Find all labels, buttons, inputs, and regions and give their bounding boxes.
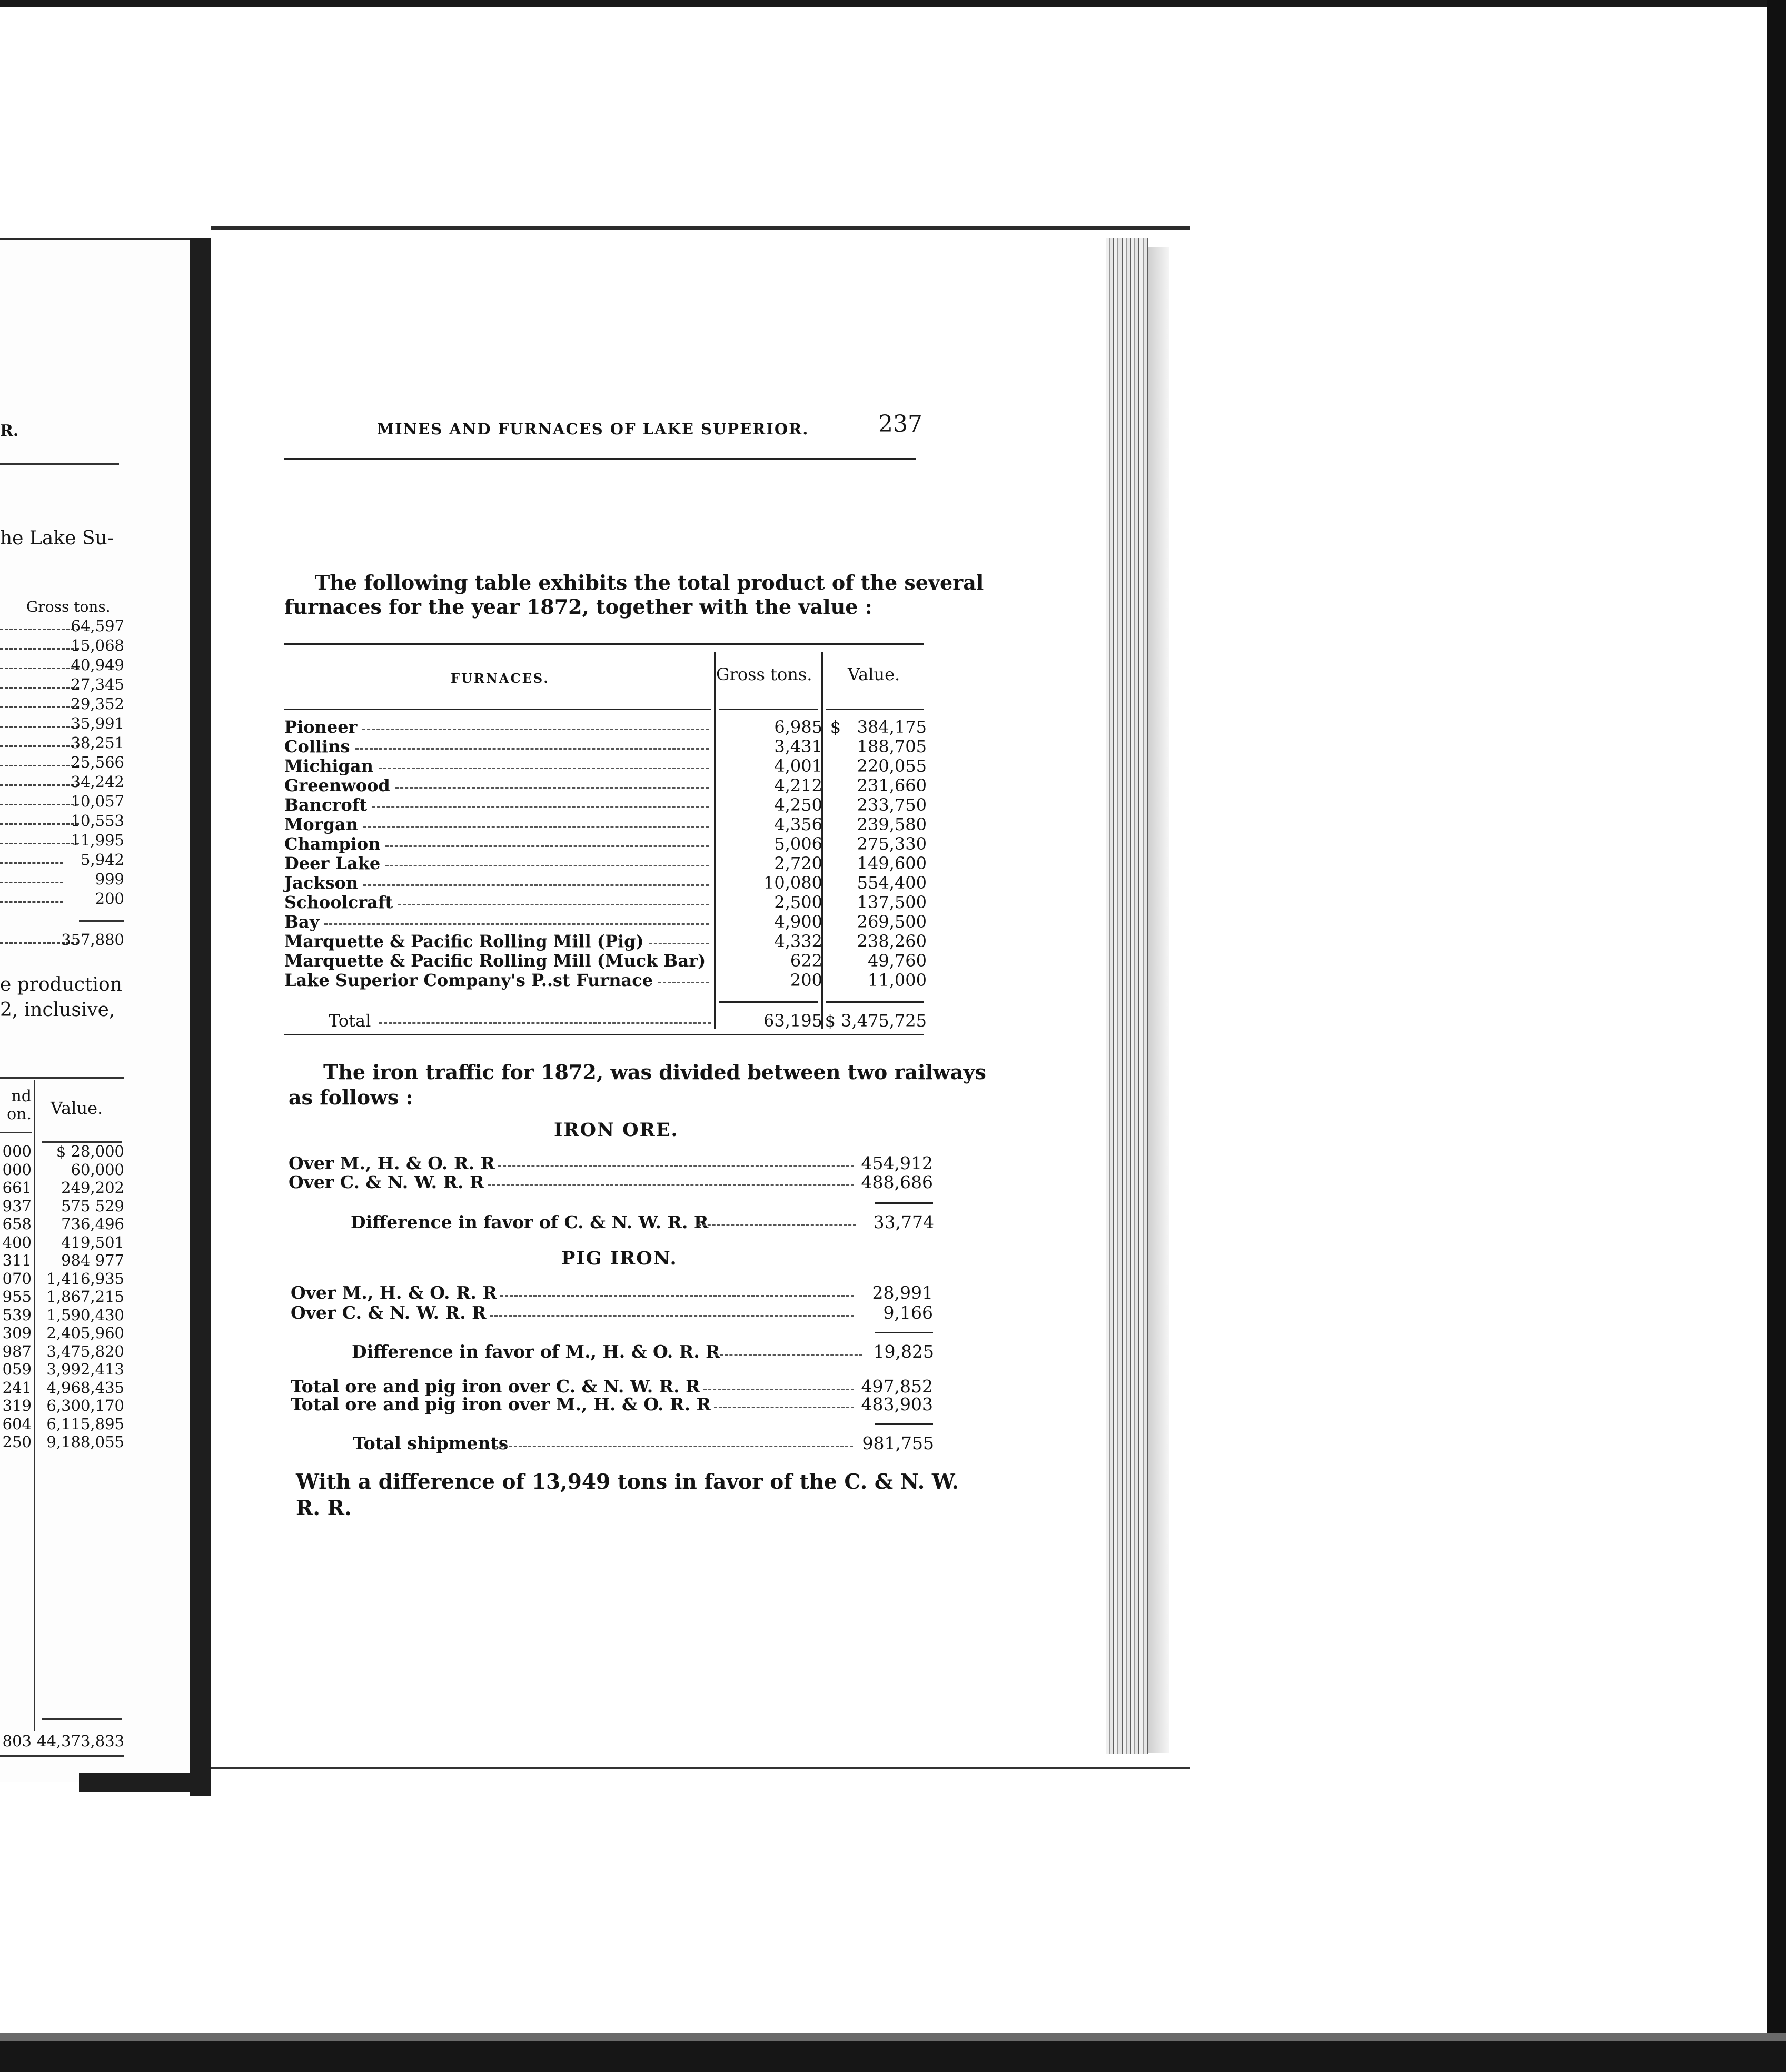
table-cell-col1: 658 — [2, 1215, 32, 1233]
table-cell-value: 984 977 — [61, 1251, 124, 1269]
furnace-name: Pioneer — [284, 717, 358, 737]
leader-dots — [715, 1354, 862, 1356]
left-table2-col1-header: nd on. — [7, 1087, 32, 1123]
furnace-tons: 622 — [790, 951, 822, 971]
left-running-head: R. — [0, 422, 19, 440]
furnace-name: Morgan — [284, 814, 358, 834]
furnace-value: 137,500 — [857, 892, 927, 912]
table-cell-col1: 987 — [2, 1342, 32, 1360]
page-edges-shadow — [1148, 247, 1169, 1753]
table-row — [284, 775, 927, 794]
furnace-name: Jackson — [284, 873, 359, 893]
leader-dots — [658, 982, 709, 983]
table-row — [284, 970, 927, 989]
traffic-intro-line-2: as follows : — [289, 1085, 413, 1109]
pig-iron-heading: PIG IRON. — [561, 1248, 678, 1269]
furnace-name: Greenwood — [284, 775, 390, 795]
leader-dots — [500, 1295, 854, 1297]
furnace-tons: 10,080 — [763, 873, 822, 893]
table-cell-col1: 955 — [2, 1288, 32, 1306]
leader-dots — [0, 753, 79, 766]
traffic-label: Over C. & N. W. R. R — [291, 1302, 487, 1323]
leader-dots — [703, 1389, 854, 1390]
table-cell-col1: 400 — [2, 1233, 32, 1251]
furnace-tons: 4,332 — [774, 931, 822, 951]
traffic-amount: 497,852 — [861, 1376, 933, 1397]
table-head-rule-a — [284, 709, 711, 710]
table-cell-col1: 070 — [2, 1269, 32, 1288]
furnace-value: 231,660 — [857, 775, 927, 795]
table-cell-value: 1,590,430 — [46, 1306, 124, 1324]
intro-line-1: The following table exhibits the total product of the several — [315, 571, 984, 594]
table-cell-value: 3,475,820 — [46, 1342, 124, 1360]
leader-dots — [0, 870, 63, 883]
leader-dots — [385, 865, 709, 866]
left-table2-total-value: 44,373,833 — [37, 1732, 125, 1750]
table-cell-col1: 241 — [2, 1378, 32, 1397]
table-row — [284, 717, 927, 736]
gross-tons-value: 10,057 — [71, 792, 124, 810]
table-sum-rule-b — [826, 1001, 924, 1003]
leader-dots — [698, 1224, 856, 1226]
left-gross-tons-list — [0, 617, 124, 912]
table-cell-col1: 539 — [2, 1306, 32, 1324]
gross-tons-value: 38,251 — [71, 734, 124, 752]
table-cell-col1: 937 — [2, 1197, 32, 1215]
table-cell-value: 60,000 — [71, 1160, 124, 1179]
furnace-tons: 5,006 — [774, 834, 822, 854]
header-gross-tons: Gross tons. — [716, 664, 812, 684]
traffic-row — [291, 1394, 933, 1414]
table-cell-col1: 661 — [2, 1179, 32, 1197]
table-cell-col1: 319 — [2, 1397, 32, 1414]
table-row — [284, 814, 927, 833]
table-cell-value: 9,188,055 — [46, 1433, 124, 1451]
table-cell-value: 419,501 — [61, 1233, 124, 1251]
book-spine-foot — [79, 1773, 211, 1792]
gross-tons-value: 10,553 — [71, 812, 124, 830]
leader-dots — [488, 1184, 855, 1186]
leader-dots — [649, 943, 709, 944]
leader-dots — [362, 729, 709, 730]
leader-dots — [363, 826, 709, 828]
table-cell-col1: 311 — [2, 1251, 32, 1269]
table-row — [284, 834, 927, 853]
leader-dots — [363, 884, 709, 886]
table-row — [284, 912, 927, 931]
table-cell-col1: 309 — [2, 1324, 32, 1342]
furnace-value: 149,600 — [857, 853, 927, 873]
furnace-value: 233,750 — [857, 795, 927, 815]
furnace-value: 554,400 — [857, 873, 927, 893]
left-para2-line2: 2, inclusive, — [0, 999, 115, 1021]
traffic-amount: 9,166 — [883, 1302, 933, 1323]
leader-dots — [714, 1407, 854, 1408]
intro-line-2: furnaces for the year 1872, together with the value : — [284, 595, 872, 619]
traffic-amount: 488,686 — [861, 1172, 933, 1192]
leader-dots — [395, 787, 709, 789]
header-furnaces: FURNACES. — [451, 671, 550, 686]
gross-tons-value: 200 — [95, 890, 124, 908]
scan-bottom-shadow — [0, 2033, 1786, 2041]
left-table2-bottom-rule — [0, 1755, 124, 1757]
furnace-name: Deer Lake — [284, 853, 381, 873]
leader-dots — [0, 734, 79, 747]
furnace-tons: 2,720 — [774, 853, 822, 873]
table-cell-value: 2,405,960 — [46, 1324, 124, 1342]
traffic-row — [289, 1153, 933, 1173]
furnace-tons: 4,250 — [774, 795, 822, 815]
furnace-tons: 3,431 — [774, 736, 822, 756]
page-edges — [1106, 238, 1148, 1754]
traffic-label: Over M., H. & O. R. R — [289, 1153, 495, 1173]
furnace-value: $ 384,175 — [830, 717, 927, 737]
left-table2-top-rule — [0, 1077, 124, 1079]
furnace-value: 275,330 — [857, 834, 927, 854]
table-row — [284, 756, 927, 775]
left-para2-line1: e production — [0, 974, 122, 995]
left-page — [0, 240, 200, 1782]
left-intro-fragment: he Lake Su- — [0, 527, 114, 549]
furnace-name: Bay — [284, 912, 320, 932]
furnace-name: Champion — [284, 834, 381, 854]
table-cell-col1: 059 — [2, 1360, 32, 1378]
traffic-label: Over M., H. & O. R. R — [291, 1282, 497, 1303]
table-row — [284, 931, 927, 950]
leader-dots — [0, 675, 79, 689]
furnace-tons: 2,500 — [774, 892, 822, 912]
leader-dots — [0, 851, 63, 864]
traffic-amount: 483,903 — [861, 1394, 933, 1414]
table-cell-value: 4,968,435 — [46, 1378, 124, 1397]
table-cell-col1: 250 — [2, 1433, 32, 1451]
table-cell-value: 1,416,935 — [46, 1269, 124, 1288]
left-head-rule — [0, 463, 119, 465]
leader-dots — [0, 831, 79, 844]
pig-iron-difference-label: Difference in favor of M., H. & O. R. R — [352, 1341, 720, 1362]
furnace-name: Michigan — [284, 756, 373, 776]
leader-dots — [372, 806, 709, 808]
leader-dots — [0, 792, 79, 805]
table-total-row — [284, 1011, 927, 1030]
header-rule — [284, 458, 916, 460]
total-value: $ 3,475,725 — [825, 1011, 927, 1031]
leader-dots — [355, 748, 709, 750]
gross-tons-value: 27,345 — [71, 675, 124, 693]
pig-iron-difference-row — [352, 1341, 934, 1361]
furnace-value: 220,055 — [857, 756, 927, 776]
gross-tons-value: 34,242 — [71, 773, 124, 791]
furnace-name: Bancroft — [284, 795, 368, 815]
leader-dots — [0, 636, 79, 650]
table-cell-value: 1,867,215 — [46, 1288, 124, 1306]
table-cell-value: 575 529 — [61, 1197, 124, 1215]
gross-tons-value: 35,991 — [71, 714, 124, 732]
leader-dots — [490, 1315, 855, 1317]
furnace-name: Schoolcraft — [284, 892, 393, 912]
gross-tons-value: 5,942 — [80, 851, 124, 869]
traffic-amount: 454,912 — [861, 1153, 933, 1173]
table-cell-value: 6,300,170 — [46, 1397, 124, 1414]
table-cell-value: $ 28,000 — [56, 1142, 124, 1160]
gross-tons-value: 999 — [95, 870, 124, 888]
table-sum-rule-a — [719, 1001, 818, 1003]
scan-right-border — [1767, 0, 1786, 2072]
leader-dots — [0, 714, 79, 728]
left-table2-body — [0, 1142, 124, 1721]
furnace-name: Collins — [284, 736, 350, 756]
gross-tons-value: 15,068 — [71, 636, 124, 654]
table-row — [284, 736, 927, 755]
left-table2-value-header: Value. — [51, 1098, 103, 1118]
furnace-value: 188,705 — [857, 736, 927, 756]
scan-top-border — [0, 0, 1786, 7]
furnace-tons: 4,356 — [774, 814, 822, 834]
table-cell-value: 736,496 — [61, 1215, 124, 1233]
gross-tons-value: 25,566 — [71, 753, 124, 771]
traffic-row — [291, 1282, 933, 1302]
left-gross-total-value: 357,880 — [61, 931, 124, 949]
total-shipments-row — [353, 1433, 934, 1453]
leader-dots — [0, 617, 79, 630]
left-table2-total-col1: 803 — [2, 1732, 32, 1750]
furnace-value: 11,000 — [868, 970, 927, 990]
total-tons: 63,195 — [763, 1011, 822, 1031]
left-gross-tons-header: Gross tons. — [26, 598, 111, 615]
leader-dots — [379, 768, 709, 769]
traffic-label: Total ore and pig iron over C. & N. W. R. R — [291, 1376, 700, 1397]
table-cell-value: 249,202 — [61, 1179, 124, 1197]
furnace-name: Lake Superior Company's P..st Furnace — [284, 970, 653, 990]
pig-iron-difference-amount: 19,825 — [873, 1341, 934, 1362]
gross-tons-value: 11,995 — [71, 831, 124, 849]
book-spine — [190, 238, 211, 1796]
table-row — [284, 853, 927, 872]
table-cell-col1: 000 — [2, 1160, 32, 1179]
furnace-name: Marquette & Pacific Rolling Mill (Pig) — [284, 931, 644, 951]
furnace-value: 238,260 — [857, 931, 927, 951]
closing-line-1: With a difference of 13,949 tons in favor of the C. & N. W. — [296, 1470, 959, 1494]
running-head: MINES AND FURNACES OF LAKE SUPERIOR. — [377, 420, 809, 438]
leader-dots — [498, 1166, 854, 1167]
table-cell-value: 3,992,413 — [46, 1360, 124, 1378]
leader-dots — [324, 923, 709, 925]
leader-dots — [0, 695, 79, 708]
iron-ore-sum-rule — [875, 1202, 933, 1204]
table-cell-value: 6,115,895 — [46, 1414, 124, 1433]
table-cell-col1: 604 — [2, 1414, 32, 1433]
left-table2-head-rule-a — [0, 1132, 32, 1133]
furnace-tons: 6,985 — [774, 717, 822, 737]
total-shipments-label: Total shipments — [353, 1433, 509, 1453]
table-cell-col1: 000 — [2, 1142, 32, 1160]
scan-bottom-border — [0, 2041, 1786, 2072]
furnace-tons: 4,900 — [774, 912, 822, 932]
table-head-rule-c — [826, 709, 924, 710]
furnace-tons: 4,212 — [774, 775, 822, 795]
furnace-tons: 200 — [790, 970, 822, 990]
iron-ore-heading: IRON ORE. — [554, 1119, 679, 1141]
furnace-name: Marquette & Pacific Rolling Mill (Muck Bar) — [284, 951, 706, 971]
gross-tons-value: 64,597 — [71, 617, 124, 635]
total-shipments-amount: 981,755 — [862, 1433, 934, 1453]
leader-dots — [379, 1022, 711, 1024]
totals-sum-rule — [875, 1423, 933, 1425]
furnace-value: 239,580 — [857, 814, 927, 834]
closing-line-2: R. R. — [296, 1496, 352, 1520]
furnace-tons: 4,001 — [774, 756, 822, 776]
traffic-row — [291, 1376, 933, 1396]
total-label: Total — [329, 1011, 371, 1031]
leader-dots — [0, 890, 63, 903]
leader-dots — [398, 904, 709, 905]
iron-ore-difference-row — [351, 1212, 934, 1232]
gross-tons-value: 40,949 — [71, 656, 124, 674]
furnace-value: 49,760 — [868, 951, 927, 971]
traffic-row — [289, 1172, 933, 1192]
gross-tons-value: 29,352 — [71, 695, 124, 713]
table-row — [284, 873, 927, 892]
table-top-rule — [284, 643, 924, 645]
leader-dots — [385, 845, 709, 847]
page-number: 237 — [878, 411, 922, 437]
iron-ore-difference-amount: 33,774 — [873, 1212, 934, 1232]
traffic-label: Over C. & N. W. R. R — [289, 1172, 484, 1192]
pig-iron-sum-rule — [875, 1332, 933, 1333]
leader-dots — [0, 656, 79, 669]
left-table2-sum-rule — [42, 1718, 122, 1720]
header-value: Value. — [848, 664, 900, 684]
iron-ore-difference-label: Difference in favor of C. & N. W. R. R — [351, 1212, 709, 1232]
traffic-amount: 28,991 — [872, 1282, 933, 1303]
furnace-value: 269,500 — [857, 912, 927, 932]
traffic-intro-line-1: The iron traffic for 1872, was divided between two railways — [323, 1060, 986, 1084]
table-row — [284, 795, 927, 814]
leader-dots — [0, 812, 79, 825]
traffic-row — [291, 1302, 933, 1322]
leader-dots — [495, 1446, 853, 1447]
table-row — [284, 951, 927, 970]
table-head-rule-b — [719, 709, 818, 710]
traffic-label: Total ore and pig iron over M., H. & O. R. R — [291, 1394, 711, 1414]
left-total-rule — [79, 920, 124, 922]
table-bottom-rule — [284, 1034, 924, 1035]
table-row — [284, 892, 927, 911]
leader-dots — [0, 773, 79, 786]
